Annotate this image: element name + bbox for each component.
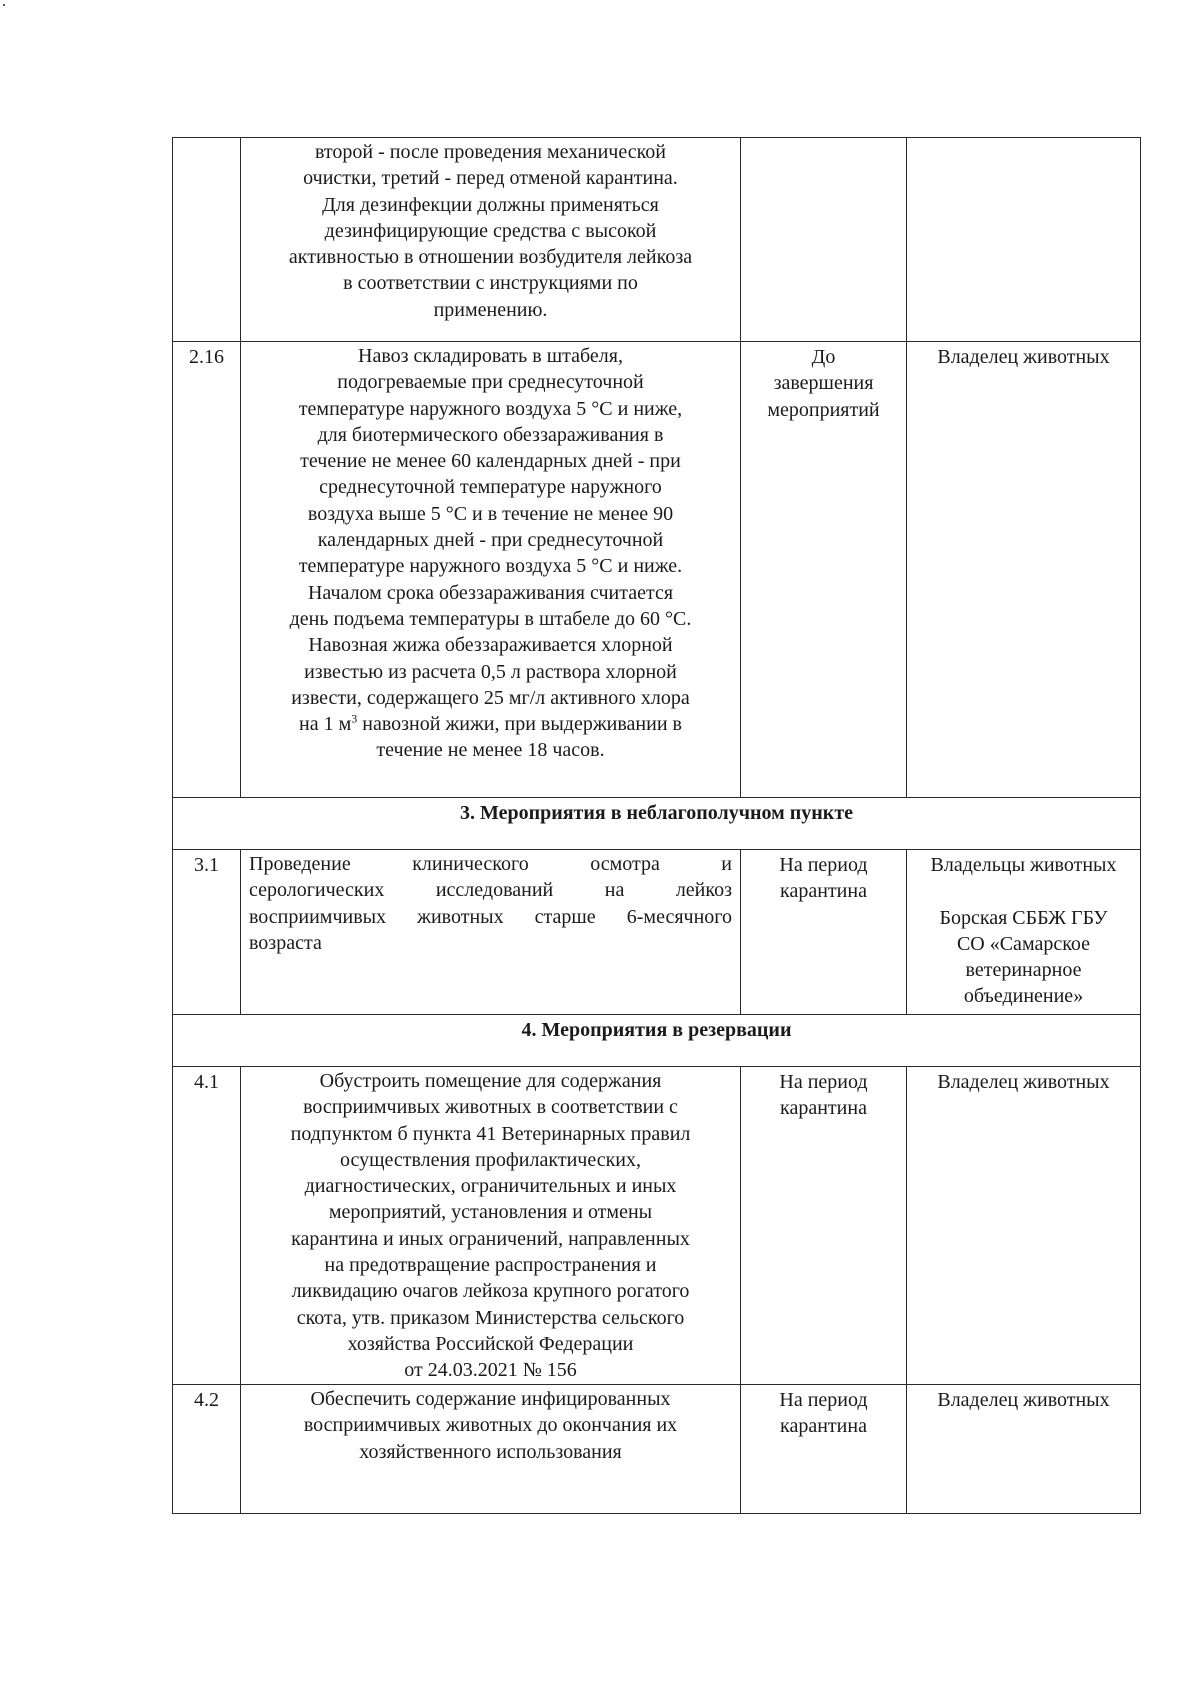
text-line: восприимчивых животных старше 6-месячного [249,905,732,928]
text-line: Для дезинфекции должны применяться [322,193,659,216]
text-line: хозяйственного использования [359,1440,622,1463]
section-header-row [173,798,1141,850]
spacer [911,878,1136,904]
table-row [173,1385,1141,1514]
text-line: подпунктом б пункта 41 Ветеринарных правил [290,1122,691,1145]
responsible-cell [907,1067,1141,1385]
table-row [173,342,1141,798]
text-line: хозяйства Российской Федерации [347,1332,634,1355]
measures-table [172,137,1141,1514]
text-line: Обеспечить содержание инфицированных [310,1388,671,1410]
table-row [173,1067,1141,1385]
text-line: воздуха выше 5 °С и в течение не менее 90 [307,502,674,525]
text-line: ветеринарное [965,959,1082,982]
deadline-cell [741,1385,907,1514]
text-line: в соответствии с инструкциями по [343,272,638,295]
measure-description [241,342,741,798]
text-line: диагностических, ограничительных и иных [304,1175,677,1198]
measure-description [241,1385,741,1514]
text-line: возраста [249,931,322,954]
text-line: на предотвращение распространения и [324,1254,657,1277]
text-line: температуре наружного воздуха 5 °С и ниже, [298,397,683,420]
row-number: 4.1 [173,1067,241,1385]
row-number: 2.16 [173,342,241,798]
text-line: На период [779,1389,868,1411]
text-line: До [811,346,836,368]
text-line: Навоз складировать в штабеля, [358,345,623,367]
responsible-cell [907,342,1141,798]
text-line: восприимчивых животных до окончания их [303,1414,678,1437]
section-title: 4. Мероприятия в резервации [173,1015,1141,1067]
text-line: карантина [780,1415,867,1438]
text-line: Обустроить помещение для содержания [319,1070,662,1092]
section-header-row [173,1015,1141,1067]
text-line: день подъема температуры в штабеле до 60 °С. [289,607,692,630]
text-line: очистки, третий - перед отменой карантина. [303,167,678,190]
text-line: завершения [773,372,874,395]
text-line: осуществления профилактических, [340,1148,641,1171]
text-line: серологических исследований на лейкоз [249,879,732,902]
section-title: 3. Мероприятия в неблагополучном пункте [173,798,1141,850]
responsible-cell [907,138,1141,342]
text-line: СО «Самарское [956,932,1091,955]
responsible-cell [907,1385,1141,1514]
text-line: календарных дней - при среднесуточной [317,529,664,552]
superscript: 3 [351,711,358,726]
text-line: течение не менее 18 часов. [376,739,605,762]
deadline-cell [741,850,907,1015]
text-line: карантина [780,1097,867,1120]
text-line: применению. [433,298,548,321]
text-line: извести, содержащего 25 мг/л активного хлора [291,686,690,709]
text-line: Владельцы животных [930,854,1117,876]
text-line: течение не менее 60 календарных дней - при [300,450,681,473]
text-line: ликвидацию очагов лейкоза крупного рогатого [291,1280,690,1303]
text-line: Началом срока обеззараживания считается [307,581,674,604]
measure-description [241,850,741,1015]
text-line: карантина и иных ограничений, направленных [291,1227,690,1250]
text-line: температуре наружного воздуха 5 °С и ниже. [298,555,683,578]
text-fragment: на 1 м [299,713,352,736]
row-number: 4.2 [173,1385,241,1514]
table-row [173,850,1141,1015]
text-line: для биотермического обеззараживания в [317,423,664,446]
text-line: Борская СББЖ ГБУ [939,906,1108,929]
measure-description [241,1067,741,1385]
text-line: известью из расчета 0,5 л раствора хлорной [304,660,677,683]
text-line: второй - после проведения механической [314,141,667,163]
deadline-cell [741,1067,907,1385]
text-line: карантина [780,880,867,903]
row-number [173,138,241,342]
text-line: На период [779,854,868,876]
text-line: На период [779,1071,868,1093]
text-line: Владелец животных [937,346,1110,368]
text-line [249,711,732,737]
text-line: Владелец животных [937,1071,1110,1093]
table-row [173,138,1141,342]
text-line: подогреваемые при среднесуточной [337,371,644,394]
text-line: активностью в отношении возбудителя лейкоза [288,246,693,269]
measure-description [241,138,741,342]
row-number: 3.1 [173,850,241,1015]
text-fragment: навозной жижи, при выдерживании в [357,713,682,736]
text-line: скота, утв. приказом Министерства сельского [296,1306,685,1329]
text-line: дезинфицирующие средства с высокой [324,219,657,242]
text-line: мероприятий [767,398,880,421]
text-line: мероприятий, установления и отмены [328,1201,653,1224]
deadline-cell [741,342,907,798]
text-line: среднесуточной температуре наружного [319,476,662,499]
deadline-cell [741,138,907,342]
text-line: объединение» [963,985,1084,1008]
text-line: Проведение клинического осмотра и [249,853,732,875]
text-line: Владелец животных [937,1389,1110,1411]
text-line: Навозная жижа обеззараживается хлорной [308,634,673,657]
text-line: от 24.03.2021 № 156 [404,1359,577,1382]
text-line: восприимчивых животных в соответствии с [303,1096,678,1119]
scan-speck [3,4,5,6]
responsible-cell [907,850,1141,1015]
